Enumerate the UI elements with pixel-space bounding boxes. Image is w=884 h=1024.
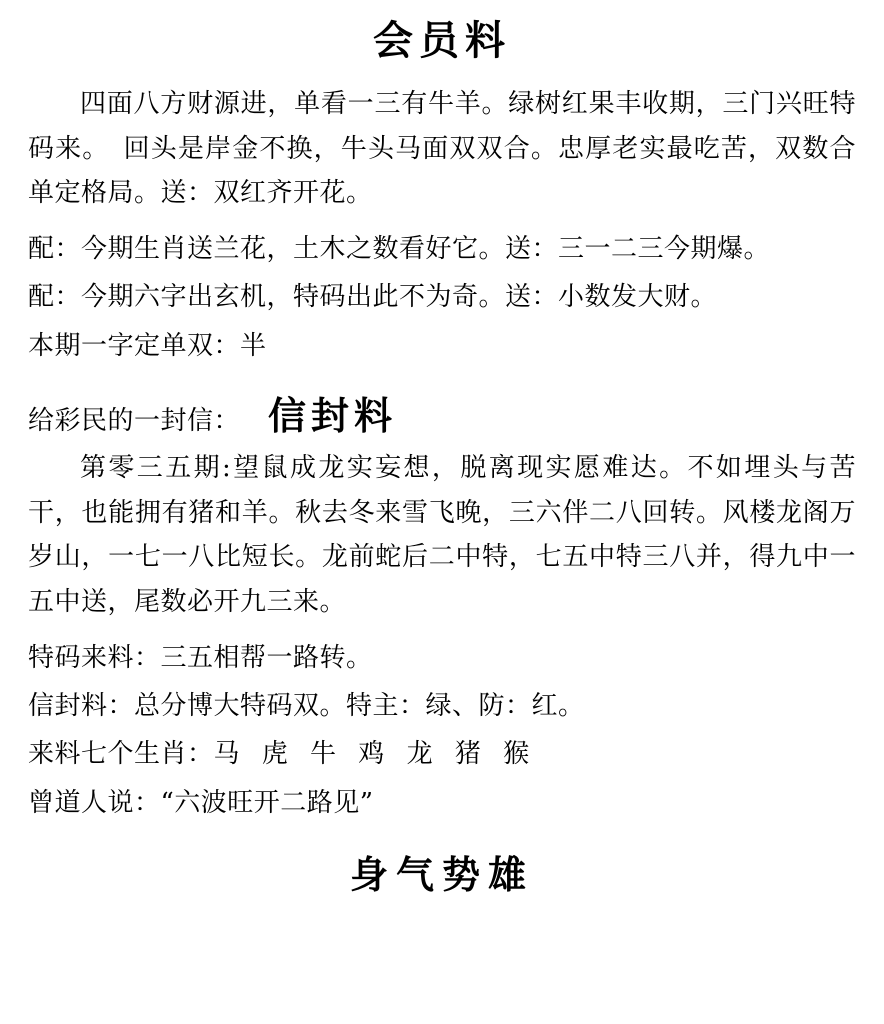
zodiac-label: 来料七个生肖： — [28, 739, 214, 770]
intro-paragraph: 四面八方财源进，单看一三有牛羊。绿树红果丰收期，三门兴旺特码来。 回头是岸金不换，牛头马面双双合。忠厚老实最吃苦，双数合单定格局。送：双红齐开花。 — [28, 89, 856, 209]
footer-title: 身气势雄 — [349, 851, 534, 897]
tip-line-1: 配：今期生肖送兰花，土木之数看好它。送：三一二三今期爆。 — [28, 234, 771, 265]
zodiac-values: 马 虎 牛 鸡 龙 猪 猴 — [213, 739, 537, 770]
page-title: 会员料 — [373, 17, 511, 64]
letter-heading-row — [28, 385, 856, 440]
tip-line-2: 配：今期六字出玄机，特码出此不为奇。送：小数发大财。 — [28, 282, 718, 313]
letter-section-title: 信封料 — [268, 392, 398, 438]
quote-label: 曾道人说： — [28, 787, 161, 818]
quote-text: “六波旺开二路见” — [160, 787, 374, 818]
zodiac-row — [28, 731, 856, 777]
letter-lead-label: 给彩民的一封信： — [28, 405, 241, 436]
special-code-line: 特码来料：三五相帮一路转。 — [28, 642, 373, 673]
single-double-line: 本期一字定单双：半 — [28, 330, 267, 361]
letter-body-paragraph: 第零三五期:望鼠成龙实妄想，脱离现实愿难达。不如埋头与苦干，也能拥有猪和羊。秋去冬来雪飞晚，三六伴二八回转。风楼龙阁万岁山，一七一八比短长。龙前蛇后二中特，七五中特三八并，得九中一五中送，尾数必开九三来。 — [28, 452, 856, 618]
envelope-material-line: 信封料：总分博大特码双。特主：绿、防：红。 — [28, 691, 585, 722]
quote-row — [28, 780, 856, 826]
